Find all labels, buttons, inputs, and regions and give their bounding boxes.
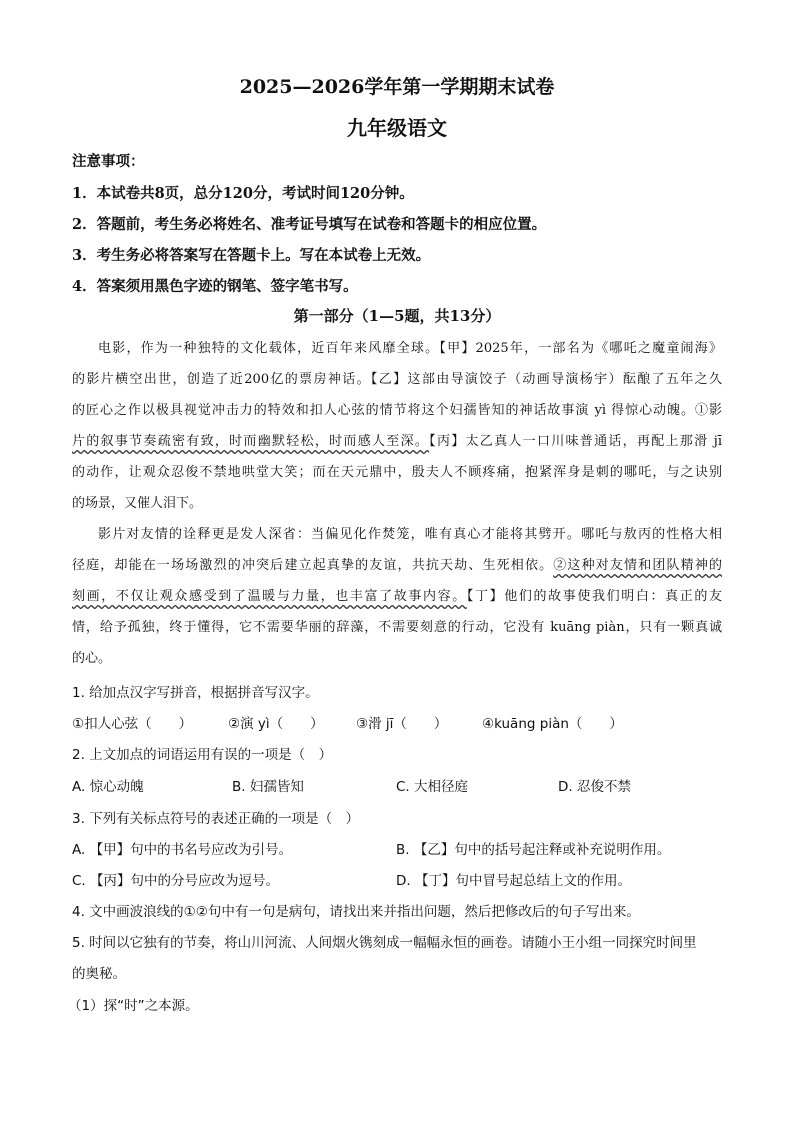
question-2-stem: 2. 上文加点的词语运用有误的一项是（ ）	[72, 747, 333, 763]
passage-line: 的动作，让观众忍俊不禁地哄堂大笑；而在天元鼎中，殷夫人不顾疼痛，抱紧浑身是刺的哪吒，与之诀别	[72, 465, 722, 480]
exam-title: 2025—2026学年第一学期期末试卷	[239, 76, 555, 98]
question-5-stem: 5. 时间以它独有的节奏，将山川河流、人间烟火镌刻成一幅幅永恒的画卷。请随小王小组一同探究时间里	[72, 935, 697, 951]
passage-line: 的影片横空出世，创造了近200亿的票房神话。【乙】这部由导演饺子（动画导演杨宇）酝酿了五年之久	[72, 372, 722, 387]
q1-item: ②演 yì（ ）	[228, 716, 324, 732]
passage-line: 电影，作为一种独特的文化载体，近百年来风靡全球。【甲】2025年，一部名为《哪吒之魔童闹海》	[98, 341, 722, 356]
passage-line: 情，给予孤独，终于懂得，它不需要华丽的辞藻，不需要刻意的行动，它没有 kuāng piàn，只有一颗真诚	[72, 620, 722, 635]
passage-fragment: 【丁】他们的故事使我们明白：真正的友	[466, 589, 722, 604]
q2-option-a: A. 惊心动魄	[72, 779, 144, 795]
passage-line: 的心。	[72, 651, 112, 666]
q3-option-a: A. 【甲】句中的书名号应改为引号。	[72, 842, 293, 858]
q2-option-d: D. 忍俊不禁	[558, 779, 631, 795]
passage-line	[72, 426, 722, 457]
question-1-stem: 1. 给加点汉字写拼音，根据拼音写汉字。	[72, 685, 319, 701]
notice-item: 4．答案须用黑色字迹的钢笔、签字笔书写。	[72, 278, 358, 295]
notice-item: 3．考生务必将答案写在答题卡上。写在本试卷上无效。	[72, 247, 431, 264]
notice-item: 2．答题前，考生务必将姓名、准考证号填写在试卷和答题卡的相应位置。	[72, 216, 547, 233]
notice-heading: 注意事项：	[72, 153, 145, 170]
notice-item: 1．本试卷共8页，总分120分，考试时间120分钟。	[72, 185, 414, 202]
q3-option-d: D. 【丁】句中冒号起总结上文的作用。	[396, 873, 631, 889]
section-title: 第一部分（1—5题，共13分）	[293, 307, 501, 325]
q2-option-b: B. 妇孺皆知	[232, 779, 304, 795]
wavy-sentence-1: 片的叙事节奏疏密有致，时而幽默轻松，时而感人至深。	[72, 434, 430, 449]
passage-line: 影片对友情的诠释更是发人深省：当偏见化作焚笼，唯有真心才能将其劈开。哪吒与敖丙的性格大相	[98, 527, 722, 542]
passage-line	[72, 550, 722, 581]
question-4-stem: 4. 文中画波浪线的①②句中有一句是病句，请找出来并指出问题，然后把修改后的句子写出来。	[72, 904, 640, 920]
question-5-stem-cont: 的奥秘。	[72, 966, 126, 982]
passage-line: 的匠心之作以极具视觉冲击力的特效和扣人心弦的情节将这个妇孺皆知的神话故事演 yì 得惊心动魄。①影	[72, 403, 722, 418]
question-3-stem: 3. 下列有关标点符号的表述正确的一项是（ ）	[72, 811, 360, 827]
question-5-sub-1: （1）探“时”之本源。	[68, 998, 199, 1014]
passage-line	[72, 581, 722, 612]
passage-line: 的场景，又催人泪下。	[72, 496, 203, 511]
q2-option-c: C. 大相径庭	[396, 779, 469, 795]
wavy-sentence-2-cont: 刻画，不仅让观众感受到了温暖与力量，也丰富了故事内容。	[72, 589, 467, 604]
q1-item: ③滑 jī（ ）	[356, 716, 448, 732]
q1-item: ①扣人心弦（ ）	[72, 716, 193, 732]
q3-option-c: C. 【丙】句中的分号应改为逗号。	[72, 873, 280, 889]
q1-item: ④kuāng piàn（ ）	[482, 716, 623, 732]
q3-option-b: B. 【乙】句中的括号起注释或补充说明作用。	[396, 842, 671, 858]
passage-fragment: 【丙】太乙真人一口川味普通话，再配上那滑 jī	[429, 434, 722, 449]
passage-fragment: 径庭，却能在一场场激烈的冲突后建立起真挚的友谊，共抗天劫、生死相依。	[72, 558, 554, 573]
exam-subtitle: 九年级语文	[347, 116, 447, 140]
wavy-sentence-2: ②这种对友情和团队精神的	[553, 558, 722, 573]
